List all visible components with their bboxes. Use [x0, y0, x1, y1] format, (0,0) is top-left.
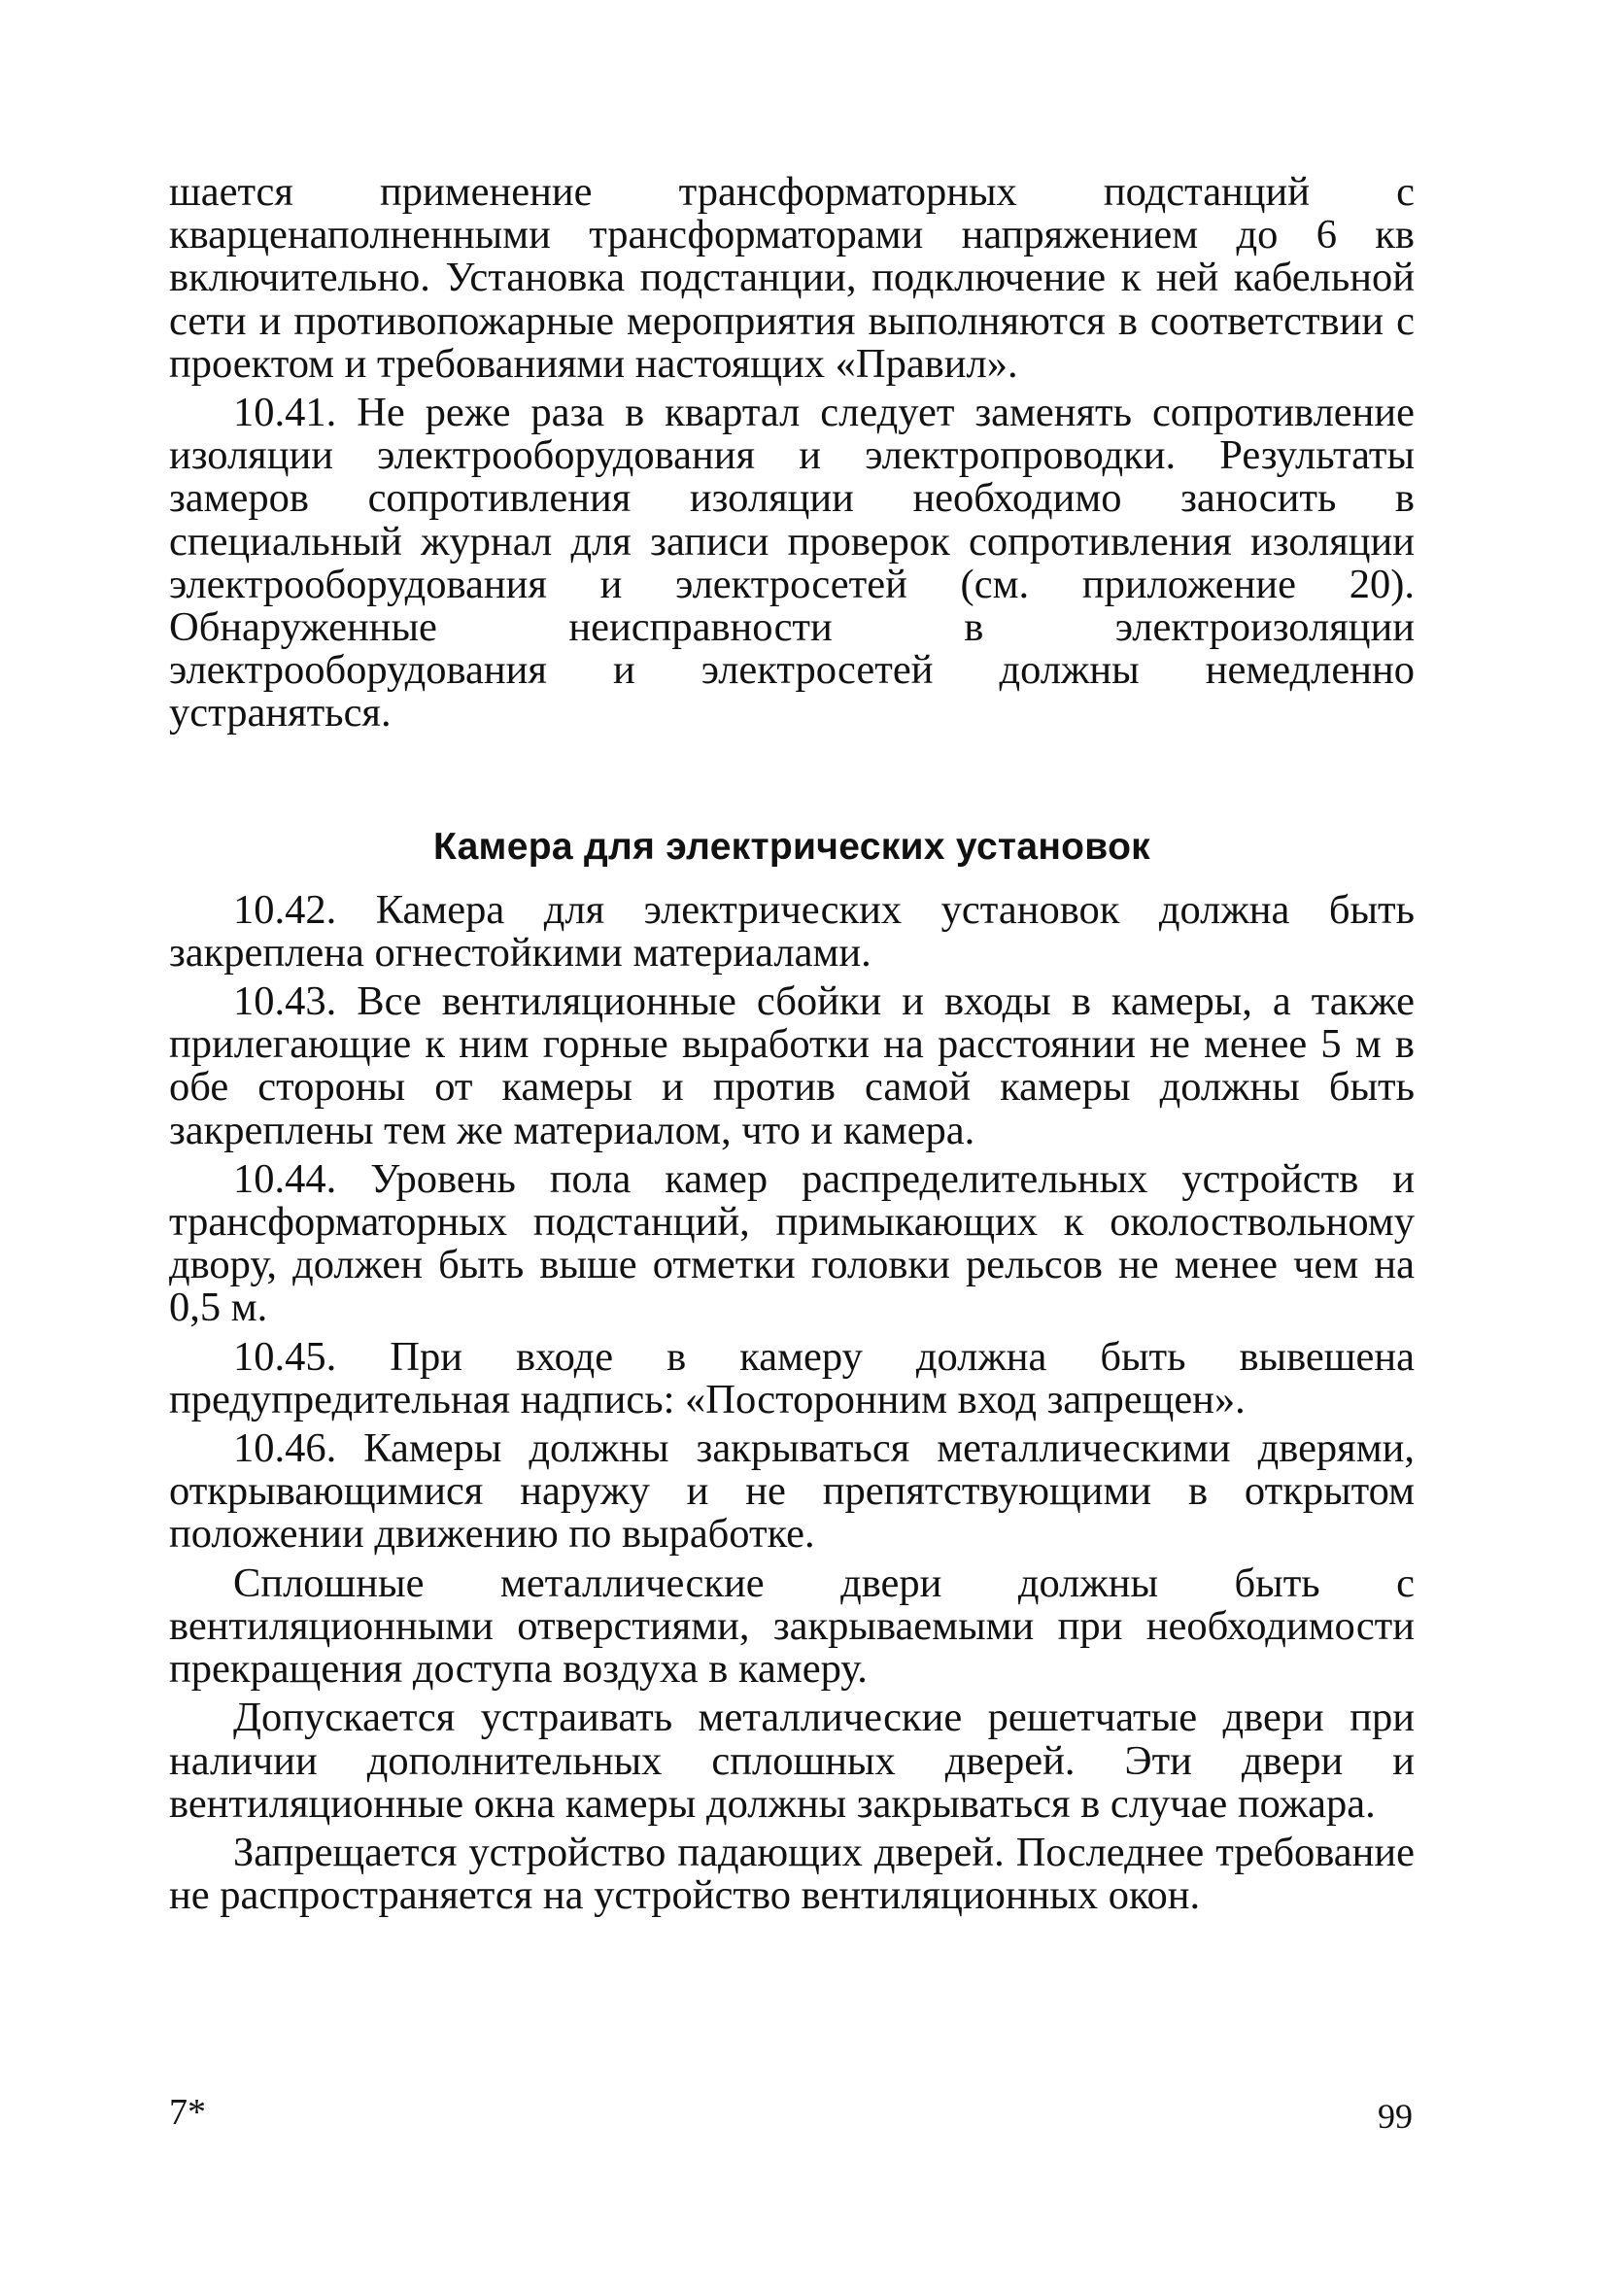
continuation-paragraph: шается применение трансформаторных подстанций с кварценаполненными трансформаторами напряжением до 6 кв включительно. Установка подстанции, подключение к ней кабельной сети и противопожарные мероприятия выполняются в соответствии с проектом и требованиями настоящих «Правил».: [169, 169, 1415, 387]
paragraph-falling-doors: Запрещается устройство падающих дверей. Последнее требование не распространяется на устройство вентиляционных окон.: [169, 1829, 1415, 1919]
page-body: [169, 171, 1415, 1917]
section-heading: Камера для электрических установок: [432, 825, 1151, 868]
signature-mark: 7*: [169, 2092, 206, 2133]
paragraph-10-43: 10.43. Все вентиляционные сбойки и входы в камеры, а также прилегающие к ним горные выработки на расстоянии не менее 5 м в обе стороны от камеры и против самой камеры должны быть закреплены тем же материалом, что и камера.: [169, 978, 1415, 1153]
paragraph-grated-doors: Допускается устраивать металлические решетчатые двери при наличии дополнительных сплошных дверей. Эти двери и вентиляционные окна камеры должны закрываться в случае пожара.: [169, 1695, 1415, 1827]
paragraph-solid-doors: Сплошные металлические двери должны быть с вентиляционными отверстиями, закрываемыми при необходимости прекращения доступа воздуха в камеру.: [169, 1559, 1415, 1693]
paragraph-10-41: 10.41. Не реже раза в квартал следует заменять сопротивление изоляции электрооборудования и электропроводки. Результаты замеров сопротивления изоляции необходимо заносить в специальный журнал для записи проверок сопротивления изоляции электрооборудования и электросетей (см. приложение 20). Обнаруженные неисправности в электроизоляции электрооборудования и электросетей должны немедленно устраняться.: [169, 390, 1415, 737]
paragraph-10-42: 10.42. Камера для электрических установок должна быть закреплена огнестойкими материалами.: [169, 886, 1415, 976]
paragraph-10-44: 10.44. Уровень пола камер распределительных устройств и трансформаторных подстанций, примыкающих к околоствольному двору, должен быть выше отметки головки рельсов не менее чем на 0,5 м.: [169, 1155, 1415, 1331]
page-number: 99: [1378, 2097, 1413, 2136]
paragraph-10-46: 10.46. Камеры должны закрываться металлическими дверями, открывающимися наружу и не препятствующими в открытом положении движению по выработке.: [169, 1425, 1415, 1558]
paragraph-10-45: 10.45. При входе в камеру должна быть вывешена предупредительная надпись: «Посторонним вход запрещен».: [169, 1333, 1415, 1422]
